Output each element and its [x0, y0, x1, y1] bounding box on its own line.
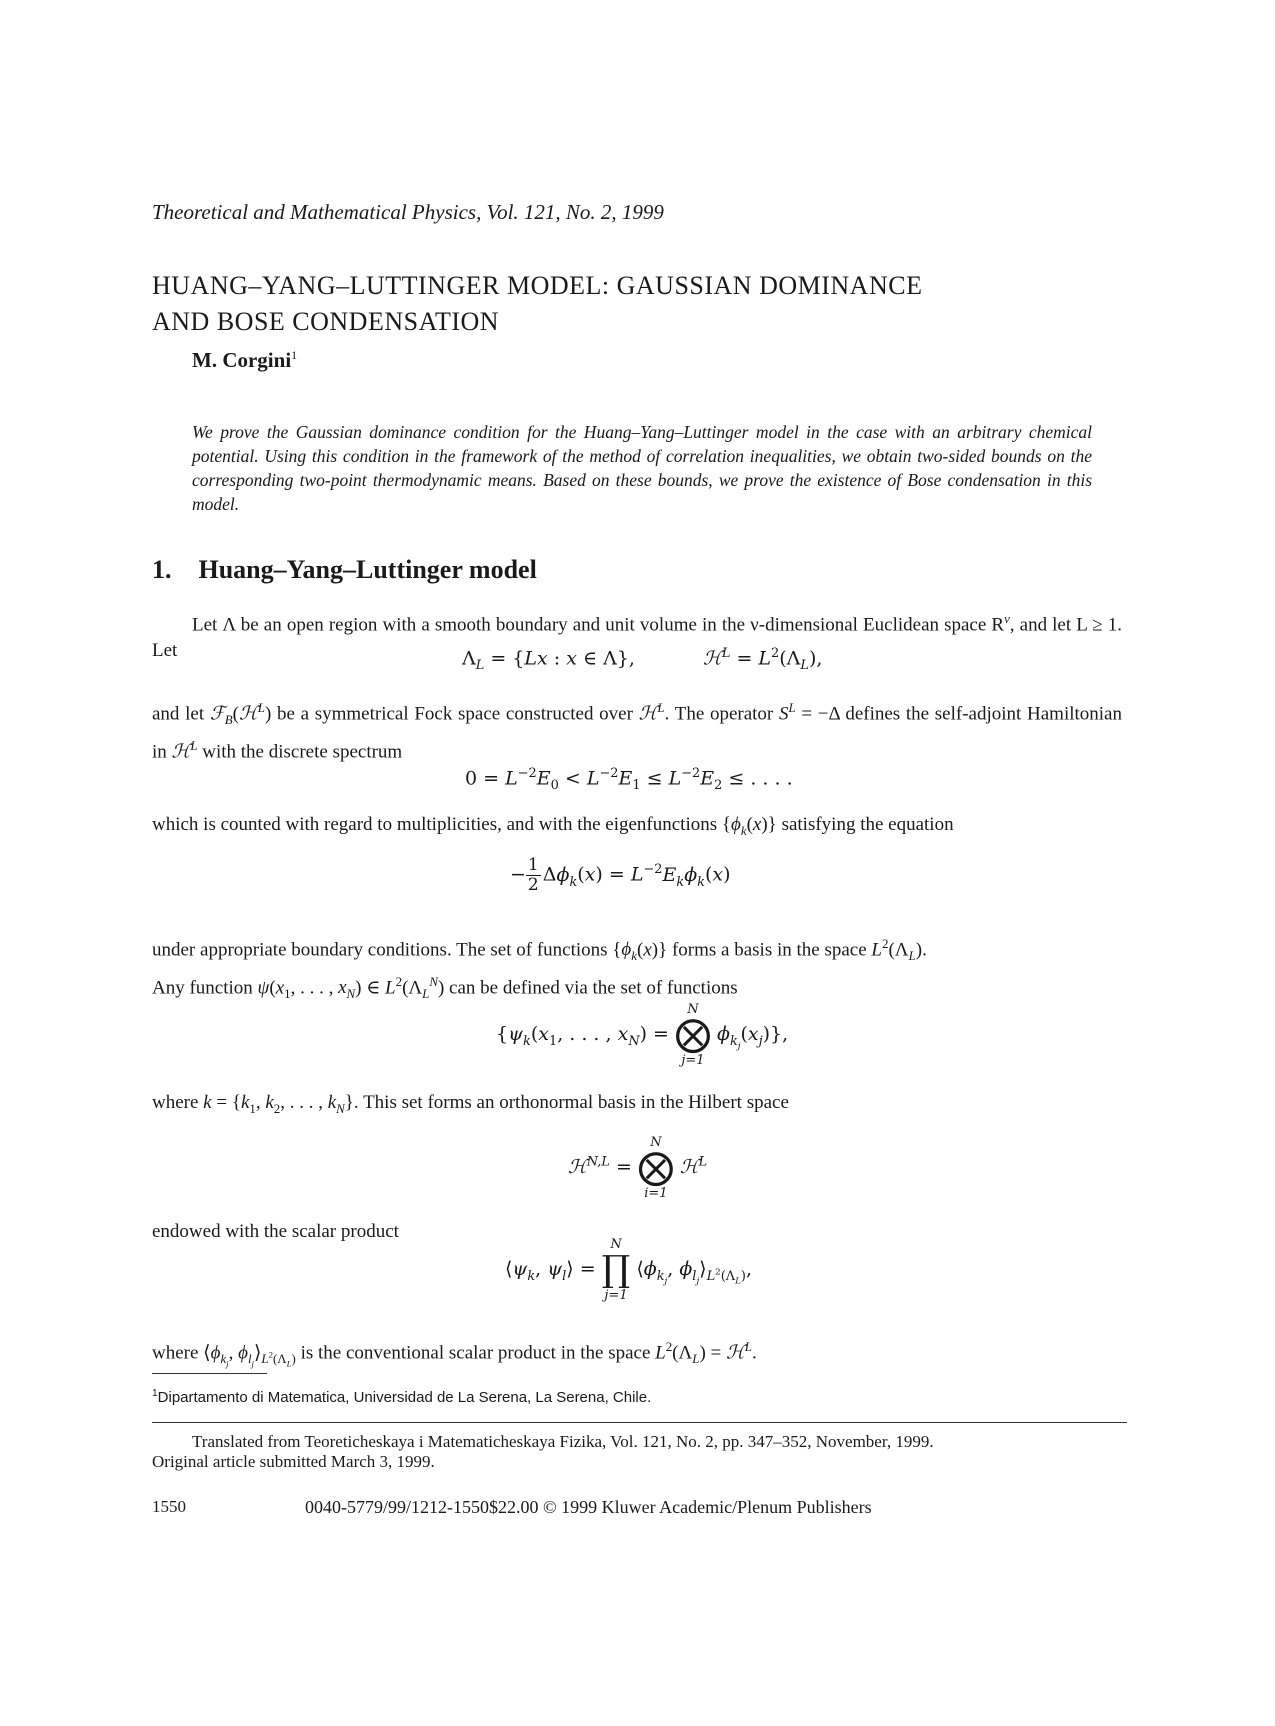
paragraph-4: under appropriate boundary conditions. The set of functions $\{\phi_k(x)\}$ forms a basis in the space $L^2(\Lambda_L)$. Any function $\psi(x_1$, . . . , $x_N$) ∈ $L^2(\Lambda_L^N)$ can be defined via the set of functions: [152, 936, 927, 1002]
footnote: [152, 1388, 651, 1406]
paragraph-3: which is counted with regard to multiplicities, and with the eigenfunctions $\{\phi_k(x)\}$ satisfying the equation: [152, 814, 954, 838]
equation-eigen: − $\frac{1}{2}$ $\Delta\phi_k(x) = L^{-2}E_k\phi_k(x)$: [510, 855, 731, 895]
journal-header: Theoretical and Mathematical Physics, Vol. 121, No. 2, 1999: [152, 200, 664, 224]
paragraph-5: where $k = \{k_1$, $k_2$, . . . , $k_N$}. This set forms an orthonormal basis in the Hilbert space: [152, 1092, 789, 1116]
abstract: We prove the Gaussian dominance condition for the Huang–Yang–Luttinger model in the case with an arbitrary chemical potential. Using this condition in the framework of the method of correlation inequalities, we obtain two-sided bounds on the corresponding two-point thermodynamic means. Based on these bounds, we prove the existence of Bose condensation in this model.: [192, 422, 1092, 514]
equation-scalar-product: $⟨\psi_k$, $\psi_l⟩$ = N ∏ j=1 $⟨\phi_{k_j}$, $\phi_{l_j}⟩_{L^2(\Lambda_L)}$,: [505, 1237, 753, 1303]
author: [192, 348, 297, 373]
footer-divider: [152, 1422, 1127, 1423]
title-line-2: AND BOSE CONDENSATION: [152, 307, 500, 336]
issn-copyright: 0040-5779/99/1212-1550$22.00 © 1999 Kluwer Academic/Plenum Publishers: [305, 1497, 872, 1517]
footnote-text: Dipartamento di Matematica, Universidad de La Serena, La Serena, Chile.: [157, 1389, 652, 1406]
equation-tensor-basis: {$\psi_k(x_1$, . . . , $x_N$) = N ⨂ j=1 $\phi_{k_j}(x_j)$},: [496, 1002, 789, 1068]
equation-lambda-l: $\Lambda_L = \{Lx$ : x ∈ Λ}, ℋ$^L$ = $L^2(\Lambda_L)$,: [462, 646, 823, 674]
section-heading: [152, 555, 537, 585]
paragraph-7: where $⟨\phi_{k_j}$, $\phi_{l_j}⟩_{L^2(\Lambda_L)}$ is the conventional scalar product in the space $L^2(\Lambda_L)$ = ℋ$^L$.: [152, 1339, 757, 1369]
paragraph-1: Let Λ be an open region with a smooth boundary and unit volume in the ν-dimensional Euclidean space $R^\nu$, and let L ≥ 1. Let: [152, 611, 1122, 662]
page-number: 1550: [152, 1497, 186, 1516]
author-name: M. Corgini: [192, 348, 292, 372]
section-number: 1.: [152, 555, 172, 584]
paragraph-2: and let ℱ$_B$(ℋ$^L$) be a symmetrical Fock space constructed over ℋ$^L$. The operator $S^L = -\Delta$ defines the self-adjoint Hamiltonian in ℋ$^L$ with the discrete spectrum: [152, 700, 1122, 763]
section-title: Huang–Yang–Luttinger model: [198, 555, 537, 584]
article-title: [152, 268, 1112, 340]
footnote-divider: [152, 1373, 267, 1374]
title-line-1: HUANG–YANG–LUTTINGER MODEL: GAUSSIAN DOMINANCE: [152, 271, 923, 300]
equation-hilbert-space: ℋ$^{N,L}$ = N ⨂ i=1 ℋ$^L$: [568, 1135, 708, 1201]
translation-note: Translated from Teoreticheskaya i Matematicheskaya Fizika, Vol. 121, No. 2, pp. 347–352, November, 1999.: [192, 1432, 934, 1451]
equation-spectrum: $0 = L^{-2}E_0 < L^{-2}E_1 \le L^{-2}E_2$ ≤ . . . .: [465, 766, 793, 794]
submission-note: Original article submitted March 3, 1999.: [152, 1452, 435, 1471]
paragraph-6: endowed with the scalar product: [152, 1221, 399, 1242]
footnote-mark: 1: [152, 1388, 158, 1399]
author-footnote-mark: 1: [291, 348, 298, 362]
